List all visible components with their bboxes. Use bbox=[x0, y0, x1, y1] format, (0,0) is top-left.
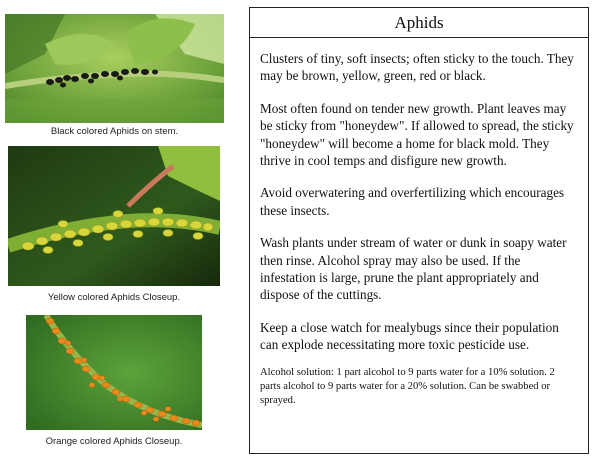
yellow-aphids-caption: Yellow colored Aphids Closeup. bbox=[47, 292, 181, 303]
location-paragraph: Most often found on tender new growth. Plant leaves may be sticky from "honeydew". If allowed to spread, the sticky "honeydew" will become a home for black mold. They thrive in cool temps and disfigure new growth. bbox=[260, 100, 574, 169]
orange-aphids-photo bbox=[26, 315, 202, 430]
black-aphids-photo bbox=[5, 14, 224, 123]
panel-body bbox=[250, 38, 588, 408]
black-aphids-caption: Black colored Aphids on stem. bbox=[50, 126, 179, 137]
orange-aphids-caption: Orange colored Aphids Closeup. bbox=[45, 436, 183, 447]
watch-paragraph: Keep a close watch for mealybugs since their population can explode necessitating more toxic pesticide use. bbox=[260, 319, 559, 353]
info-panel bbox=[249, 7, 589, 454]
panel-title: Aphids bbox=[250, 8, 588, 38]
description-paragraph: Clusters of tiny, soft insects; often sticky to the touch. They may be brown, yellow, green, red or black. bbox=[260, 51, 574, 84]
treatment-paragraph: Wash plants under stream of water or dunk in soapy water then rinse. Alcohol spray may also be used. If the infestation is large, prune the plant appropriately and dispose of the cuttings. bbox=[260, 235, 567, 303]
alcohol-solution-note: Alcohol solution: 1 part alcohol to 9 parts water for a 10% solution. 2 parts alcohol to 9 parts water for a 20% solution. Can be swabbed or sprayed. bbox=[260, 366, 555, 406]
prevention-paragraph: Avoid overwatering and overfertilizing which encourages these insects. bbox=[260, 185, 565, 218]
yellow-aphids-photo bbox=[8, 146, 220, 286]
